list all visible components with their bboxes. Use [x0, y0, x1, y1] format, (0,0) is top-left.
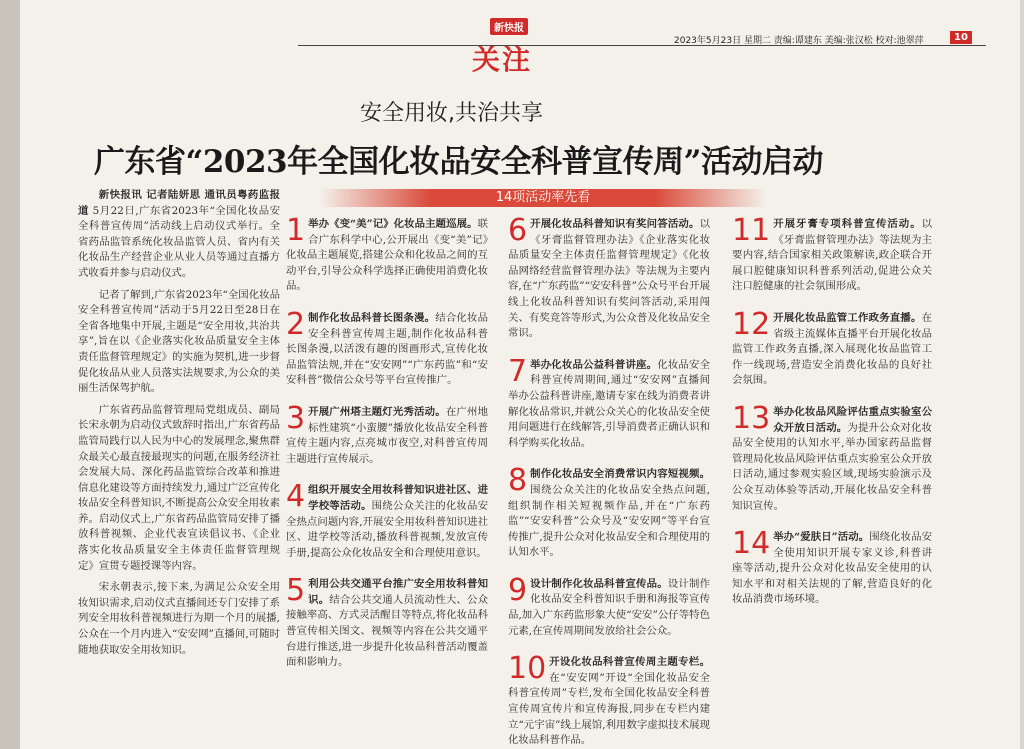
item-heading: 开展化妆品科普知识有奖问答活动。 [530, 218, 700, 230]
item-number: 2 [286, 306, 306, 342]
item-number: 14 [732, 526, 771, 562]
article-paragraph [78, 188, 280, 282]
activity-item [286, 400, 489, 467]
item-number: 5 [286, 573, 306, 609]
item-text: 以《牙膏监督管理办法》《企业落实化妆品质量安全主体责任监督管理规定》《化妆品网络经营监督管理办法》等法规为主要内容,在“广东药监”“安安科普”公众号平台开展线上化妆品科普知识有奖问答活动,采用闯关、有奖竞答等形式,为公众普及化妆品安全常识。 [508, 218, 710, 340]
article-paragraph: 宋永朝表示,接下来,为满足公众安全用妆知识需求,启动仪式直播间还专门安排了系列安全用妆科普视频进行为期一个月的展播,公众在一个月内进入“安安网”直播间,可随时随地获取安全用妆知识。 [78, 581, 280, 656]
item-text: 在省级主流媒体直播平台开展化妆品监管工作政务直播,深入展现化妆品监管工作一线现场,营造安全消费化妆品的良好社会氛围。 [732, 311, 932, 387]
issue-meta: 2023年5月23日 星期二 责编:谭建东 美编:张汉松 校对:池翠萍 [674, 36, 924, 46]
activities-column-3 [732, 213, 933, 624]
item-heading: 组织开展安全用妆科普知识进社区、进学校等活动。 [308, 484, 488, 512]
item-number: 4 [286, 479, 306, 515]
activity-item [286, 573, 489, 671]
banner-text: 14项活动率先看 [495, 190, 591, 205]
item-text: 设计制作化妆品安全科普知识手册和海报等宣传品,加入广东药监形象大使“安安”公仔等特色元素,在宣传周期间发放给社会公众。 [508, 577, 711, 637]
activities-column-2 [508, 213, 711, 749]
newspaper-page [20, 0, 1020, 749]
byline: 新快报讯 记者陆妍思 通讯员粤药监报道 [78, 189, 280, 217]
activity-item [732, 526, 933, 608]
page-gutter [0, 0, 20, 749]
item-heading: 开展化妆品监管工作政务直播。 [773, 311, 922, 324]
activity-item [508, 572, 711, 639]
activities-column-1 [286, 213, 489, 687]
item-text: 在“安安网”开设“全国化妆品安全科普宣传周”专栏,发布全国化妆品安全科普宣传周宣传片和宣传海报,同步在专栏内建立“元宇宙”线上展馆,利用数字虚拟技术展现化妆品科普作品。 [508, 671, 710, 747]
activity-item [732, 400, 933, 514]
article-column [78, 188, 280, 664]
item-text: 结合公共交通人员流动性大、公众接触率高、方式灵活醒目等特点,将化妆品科普宣传相关图文、视频等内容在公共交通平台进行推送,进一步提升化妆品科普活动覆盖面和影响力。 [286, 593, 489, 669]
page-number: 10 [950, 31, 972, 44]
activity-item [508, 651, 710, 749]
masthead-tag: 新快报 [490, 18, 528, 35]
activity-item [732, 213, 932, 295]
item-text: 化妆品安全科普宣传周期间,通过“安安网”直播间举办公益科普讲座,邀请专家在线为消费者讲解化妆品常识,并就公众关心的化妆品安全使用问题进行在线解答,引导消费者正确认识和科学购买化妆品。 [508, 358, 711, 449]
item-text: 结合化妆品安全科普宣传周主题,制作化妆品科普长图条漫,以活泼有趣的图画形式,宣传化妆品监管法规,并在“安安网”“广东药监”和“安安科普”微信公众号等平台宣传推广。 [286, 311, 489, 387]
item-number: 11 [732, 213, 771, 248]
item-number: 9 [508, 572, 528, 608]
article-paragraph: 记者了解到,广东省2023年“全国化妆品安全科普宣传周”活动于5月22日至28日在全省各地集中开展,主题是“安全用妆,共治共享”,旨在以《企业落实化妆品质量安全主体责任监督管理规定》的实施为契机,进一步督促化妆品从业人员落实法规要求,为公众的美丽生活保驾护航。 [78, 288, 280, 395]
article-paragraph: 广东省药品监督管理局党组成员、副局长宋永朝为启动仪式致辞时指出,广东省药品监管局践行以人民为中心的发展理念,聚焦群众最关心最直接最现实的问题,在服务经济社会发展大局、深化药品监管综合改革和推进信息化建设等方面持续发力,通过广泛宣传化妆品安全科普知识,不断提高公众安全用妆素养。启动仪式上,广东省药品监管局安排了播放科普视频、企业代表宣读倡议书、《企业落实化妆品质量安全主体责任监督管理规定》宣贯专题授课等内容。 [78, 403, 280, 572]
item-number: 3 [286, 400, 306, 436]
item-text: 为提升公众对化妆品安全使用的认知水平,举办国家药品监督管理局化妆品风险评估重点实验室公众开放日活动,通过参观实验区域,现场实验演示及公众互动体验等活动,开展化妆品安全科普知识宣传。 [732, 421, 933, 512]
item-number: 13 [732, 400, 771, 436]
item-heading: 举办“爱肤日”活动。 [773, 531, 870, 544]
item-number: 8 [508, 463, 528, 499]
item-heading: 举办《变“美”记》化妆品主题巡展。 [308, 218, 478, 230]
headline-title: 广东省“2023年全国化妆品安全科普宣传周”活动启动 [94, 144, 823, 180]
item-heading: 开展牙膏专项科普宣传活动。 [773, 218, 922, 230]
item-heading: 制作化妆品安全消费常识内容短视频。 [530, 468, 710, 481]
item-heading: 开展广州塔主题灯光秀活动。 [308, 405, 446, 418]
header-rule [298, 45, 986, 46]
activity-item [508, 213, 710, 342]
item-text: 联合广东科学中心,公开展出《变“美”记》化妆品主题展览,搭建公众和化妆品之间的互动平台,引导公众科学选择正确使用消费化妆品。 [286, 218, 488, 293]
item-text: 围绕公众关注的化妆品安全热点问题,组织制作相关短视频作品,并在“广东药监”“安安科普”公众号及“安安网”等平台宣传推广,提升公众对化妆品安全和合理使用的认知水平。 [508, 483, 710, 559]
section-title: 关注 [472, 43, 533, 76]
item-heading: 利用公共交通平台推广安全用妆科普知识。 [308, 578, 488, 606]
item-text: 围绕化妆品安全使用知识开展专家义诊,科普讲座等活动,提升公众对化妆品安全使用的认知水平和对相关法规的了解,营造良好的化妆品消费市场环境。 [732, 531, 933, 606]
item-text: 在广州地标性建筑“小蛮腰”播放化妆品安全科普宣传主题内容,点亮城市夜空,对科普宣传周主题进行宣传展示。 [286, 405, 489, 465]
item-heading: 开设化妆品科普宣传周主题专栏。 [549, 656, 710, 669]
item-number: 12 [732, 306, 771, 342]
item-number: 1 [286, 213, 306, 248]
item-heading: 举办化妆品公益科普讲座。 [530, 358, 658, 371]
activity-item [732, 306, 932, 389]
activity-item [508, 463, 710, 561]
article-text: 5月22日,广东省2023年“全国化妆品安全科普宣传周”活动线上启动仪式举行。全省药品监管系统化妆品监管人员、省内有关化妆品生产经营企业从业人员等通过直播方式收看并参与启动仪式。 [78, 204, 280, 279]
item-text: 以《牙膏监督管理办法》等法规为主要内容,结合国家相关政策解读,政企联合开展口腔健康知识科普系列活动,促进公众关注口腔健康的社会氛围形成。 [732, 218, 932, 293]
item-text: 围绕公众关注的化妆品安全热点问题内容,开展安全用妆科普知识进社区、进学校等活动,播放科普视频,发放宣传手册,提高公众化妆品安全和合理使用意识。 [286, 499, 489, 559]
item-heading: 设计制作化妆品科普宣传品。 [530, 577, 668, 590]
item-number: 7 [508, 353, 528, 389]
activity-item [286, 306, 489, 389]
activity-item [508, 353, 711, 452]
item-number: 10 [508, 651, 547, 687]
item-heading: 举办化妆品风险评估重点实验室公众开放日活动。 [773, 405, 932, 434]
item-number: 6 [508, 213, 528, 248]
activity-item [286, 479, 489, 561]
activity-item [286, 213, 488, 295]
headline-subtitle: 安全用妆,共治共享 [360, 101, 543, 126]
item-heading: 制作化妆品科普长图条漫。 [308, 311, 436, 324]
